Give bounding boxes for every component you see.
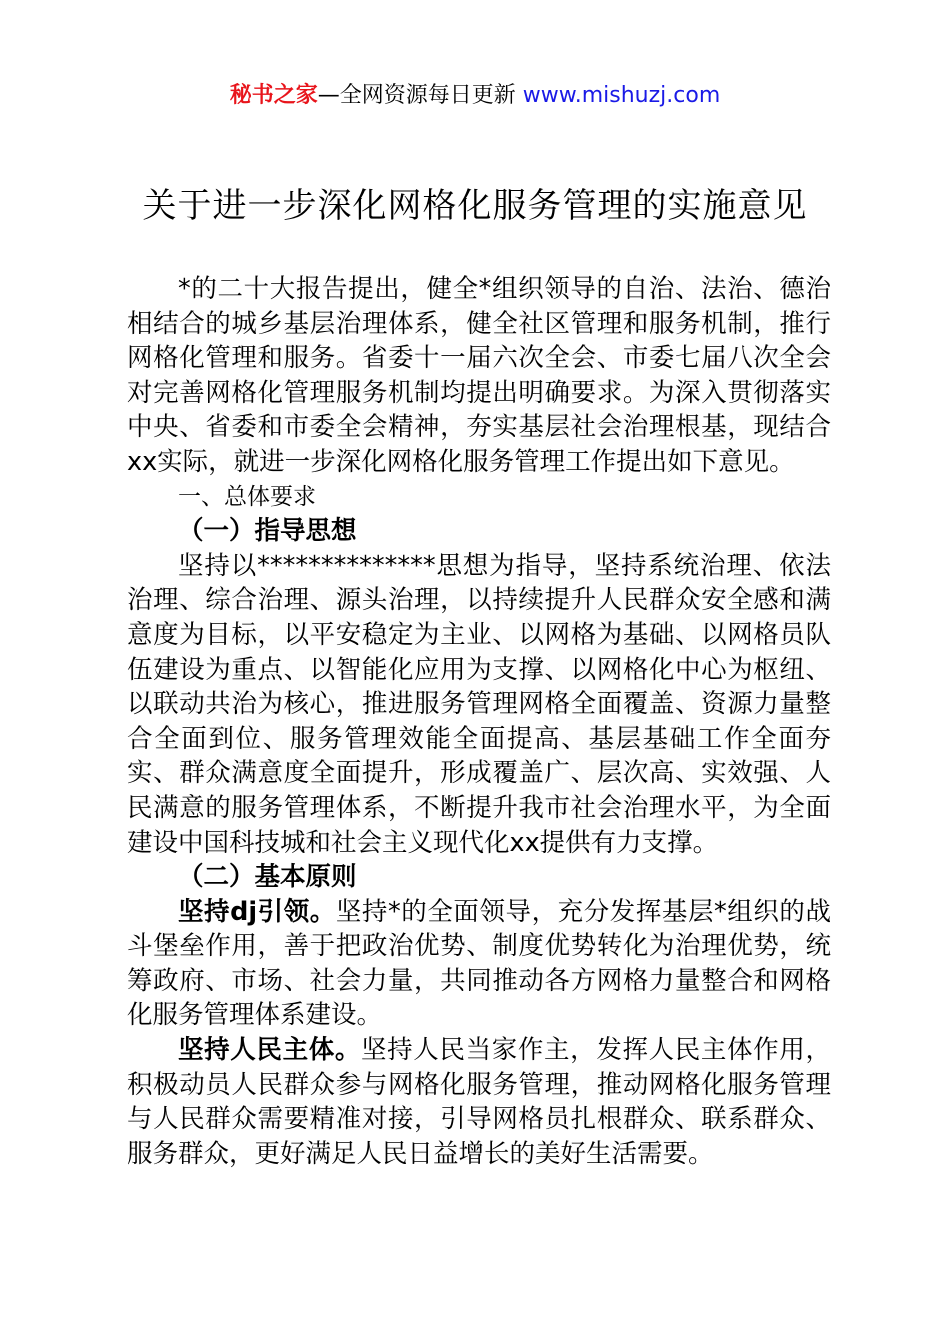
brand-name: 秘书之家 — [229, 83, 318, 108]
site-banner — [0, 80, 950, 112]
principle-people-subject — [127, 1033, 831, 1171]
intro-paragraph: *的二十大报告提出，健全*组织领导的自治、法治、德治相结合的城乡基层治理体系，健全社区管理和服务机制，推行网格化管理和服务。省委十一届六次全会、市委七届八次全会对完善网格化管理服务机制均提出明确要求。为深入贯彻落实中央、省委和市委全会精神，夯实基层社会治理根基，现结合xx实际，就进一步深化网格化服务管理工作提出如下意见。 — [127, 274, 831, 477]
subheading-guiding-ideology: （一）指导思想 — [178, 516, 357, 547]
document-title: 关于进一步深化网格化服务管理的实施意见 — [142, 186, 808, 226]
principle-party-leadership — [127, 895, 831, 1033]
site-url-link[interactable]: www.mishuzj.com — [522, 83, 721, 108]
document-body — [127, 272, 831, 1171]
principle-body: 坚持*的全面领导，充分发挥基层*组织的战斗堡垒作用，善于把政治优势、制度优势转化为治理优势，统筹政府、市场、社会力量，共同推动各方网格力量整合和网格化服务管理体系建设。 — [127, 896, 831, 1031]
guiding-ideology-paragraph: 坚持以**************思想为指导，坚持系统治理、依法治理、综合治理、源头治理，以持续提升人民群众安全感和满意度为目标，以平安稳定为主业、以网格为基础、以网格员队伍建设为重点、以智能化应用为支撑、以网格化中心为枢纽、以联动共治为核心，推进服务管理网格全面覆盖、资源力量整合全面到位、服务管理效能全面提高、基层基础工作全面夯实、群众满意度全面提升，形成覆盖广、层次高、实效强、人民满意的服务管理体系，不断提升我市社会治理水平，为全面建设中国科技城和社会主义现代化xx提供有力支撑。 — [127, 550, 831, 858]
principle-lead: 坚持dj引领。 — [178, 896, 336, 927]
principle-lead: 坚持人民主体。 — [178, 1035, 362, 1066]
section-heading-general-requirements: 一、总体要求 — [178, 483, 316, 510]
principle-body: 坚持人民当家作主，发挥人民主体作用，积极动员人民群众参与网格化服务管理，推动网格化服务管理与人民群众需要精准对接，引导网格员扎根群众、联系群众、服务群众，更好满足人民日益增长的美好生活需要。 — [127, 1035, 831, 1169]
subheading-basic-principles: （二）基本原则 — [178, 862, 357, 893]
banner-tagline: —全网资源每日更新 — [317, 83, 523, 108]
